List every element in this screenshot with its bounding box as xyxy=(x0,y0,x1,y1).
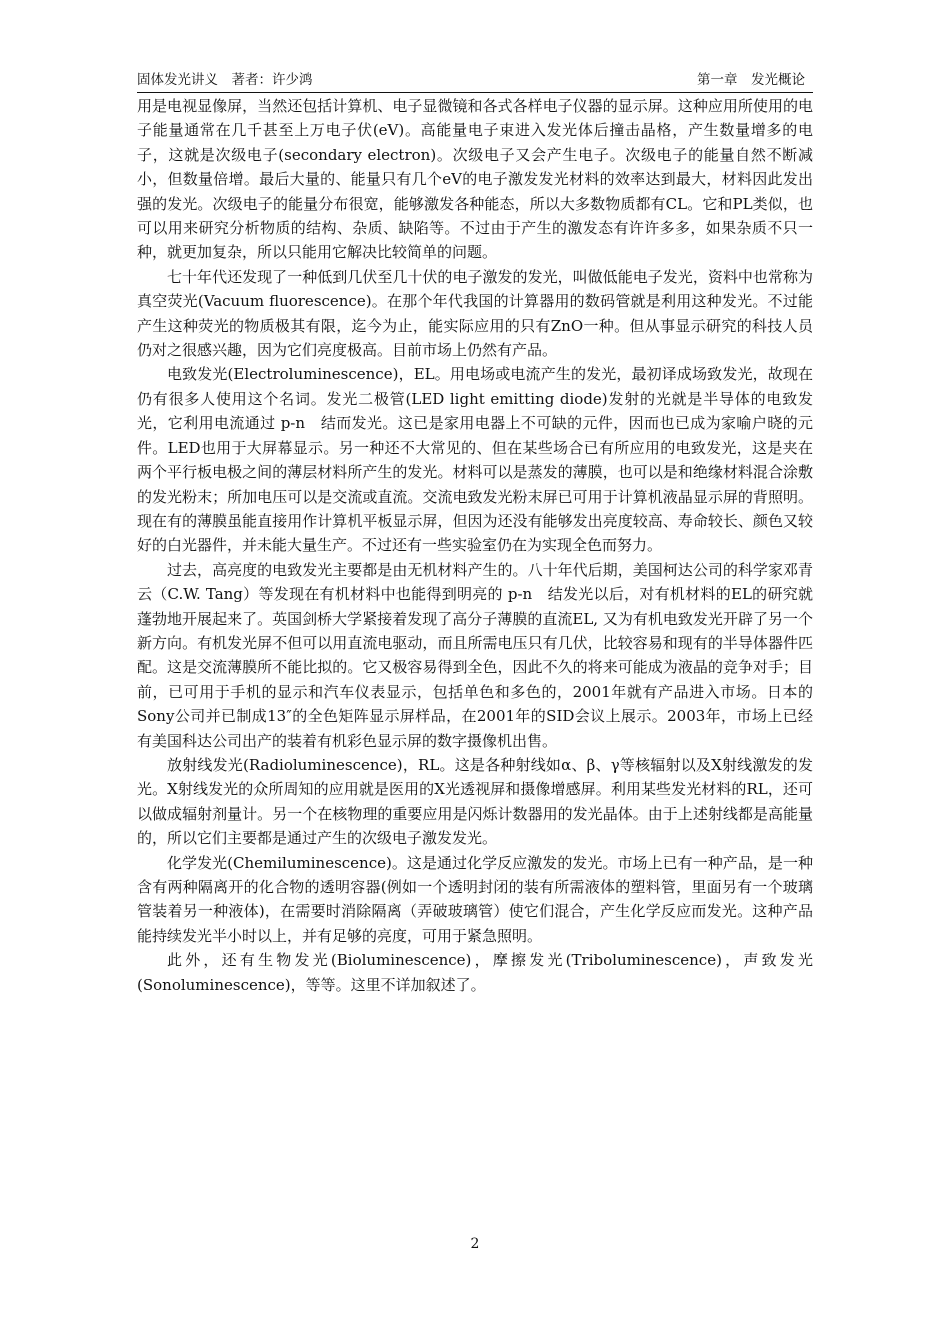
paragraph-vacuum-fluorescence: 七十年代还发现了一种低到几伏至几十伏的电子激发的发光，叫做低能电子发光，资料中也常称为真空荧光(Vacuum fluorescence)。在那个年代我国的计算器用的数码管就是利用这种发光。不过能产生这种荧光的物质极其有限，迄今为止，能实际应用的只有ZnO一种。但从事显示研究的科技人员仍对之很感兴趣，因为它们亮度极高。目前市场上仍然有产品。 xyxy=(137,267,813,360)
page-number: 2 xyxy=(470,1236,480,1252)
page-header xyxy=(137,70,813,90)
paragraph-cl-continued: 用是电视显像屏，当然还包括计算机、电子显微镜和各式各样电子仪器的显示屏。这种应用所使用的电子能量通常在几千甚至上万电子伏(eV)。高能量电子束进入发光体后撞击晶格，产生数量增多的电子，这就是次级电子(secondary electron)。次级电子又会产生电子。次级电子的能量自然不断减小，但数量倍增。最后大量的、能量只有几个eV的电子激发发光材料的效率达到最大，材料因此发出强的发光。次级电子的能量分布很宽，能够激发各种能态，所以大多数物质都有CL。它和PL类似，也可以用来研究分析物质的结构、杂质、缺陷等。不过由于产生的激发态有许许多多，如果杂质不只一种，就更加复杂，所以只能用它解决比较简单的问题。 xyxy=(137,97,813,262)
paragraph-electroluminescence: 电致发光(Electroluminescence)，EL。用电场或电流产生的发光，最初译成场致发光，故现在仍有很多人使用这个名词。发光二极管(LED light emitting diode)发射的光就是半导体的电致发光，它利用电流通过 p-n 结而发光。这已是家用电器上不可缺的元件，因而也已成为家喻户晓的元件。LED也用于大屏幕显示。另一种还不大常见的、但在某些场合已有所应用的电致发光，这是夹在两个平行板电极之间的薄层材料所产生的发光。材料可以是蒸发的薄膜，也可以是和绝缘材料混合涂敷的发光粉末；所加电压可以是交流或直流。交流电致发光粉末屏已可用于计算机液晶显示屏的背照明。现在有的薄膜虽能直接用作计算机平板显示屏，但因为还没有能够发出亮度较高、寿命较长、颜色又较好的白光器件，并未能大量生产。不过还有一些实验室仍在为实现全色而努力。 xyxy=(137,365,813,555)
body-text xyxy=(137,94,813,997)
header-book-title: 固体发光讲义 著者：许少鸿 xyxy=(137,72,313,88)
paragraph-chemiluminescence: 化学发光(Chemiluminescence)。这是通过化学反应激发的发光。市场上已有一种产品，是一种含有两种隔离开的化合物的透明容器(例如一个透明封闭的装有所需液体的塑料管，里面另有一个玻璃管装着另一种液体)，在需要时消除隔离（弄破玻璃管）使它们混合，产生化学反应而发光。这种产品能持续发光半小时以上，并有足够的亮度，可用于紧急照明。 xyxy=(137,853,813,945)
paragraph-radioluminescence: 放射线发光(Radioluminescence)，RL。这是各种射线如α、β、γ等核辐射以及X射线激发的发光。X射线发光的众所周知的应用就是医用的X光透视屏和摄像增感屏。利用某些发光材料的RL，还可以做成辐射剂量计。另一个在核物理的重要应用是闪烁计数器用的发光晶体。由于上述射线都是高能量的，所以它们主要都是通过产生的次级电子激发发光。 xyxy=(137,755,813,848)
header-divider xyxy=(137,92,813,93)
paragraph-other-luminescence: 此外，还有生物发光(Bioluminescence)，摩擦发光(Triboluminescence)，声致发光(Sonoluminescence)，等等。这里不详加叙述了。 xyxy=(137,951,813,994)
header-chapter-title: 第一章 发光概论 xyxy=(697,72,805,88)
paragraph-organic-el: 过去，高亮度的电致发光主要都是由无机材料产生的。八十年代后期，美国柯达公司的科学家邓青云（C.W. Tang）等发现在有机材料中也能得到明亮的 p-n 结发光以后，对有机材料的EL的研究就蓬勃地开展起来了。英国剑桥大学紧接着发现了高分子薄膜的直流EL, 又为有机电致发光开辟了另一个新方向。有机发光屏不但可以用直流电驱动，而且所需电压只有几伏，比较容易和现有的半导体器件匹配。这是交流薄膜所不能比拟的。它又极容易得到全色，因此不久的将来可能成为液晶的竞争对手；目前，已可用于手机的显示和汽车仪表显示，包括单色和多色的，2001年就有产品进入市场。日本的Sony公司并已制成13″的全色矩阵显示屏样品，在2001年的SID会议上展示。2003年，市场上已经有美国科达公司出产的装着有机彩色显示屏的数字摄像机出售。 xyxy=(137,560,813,750)
